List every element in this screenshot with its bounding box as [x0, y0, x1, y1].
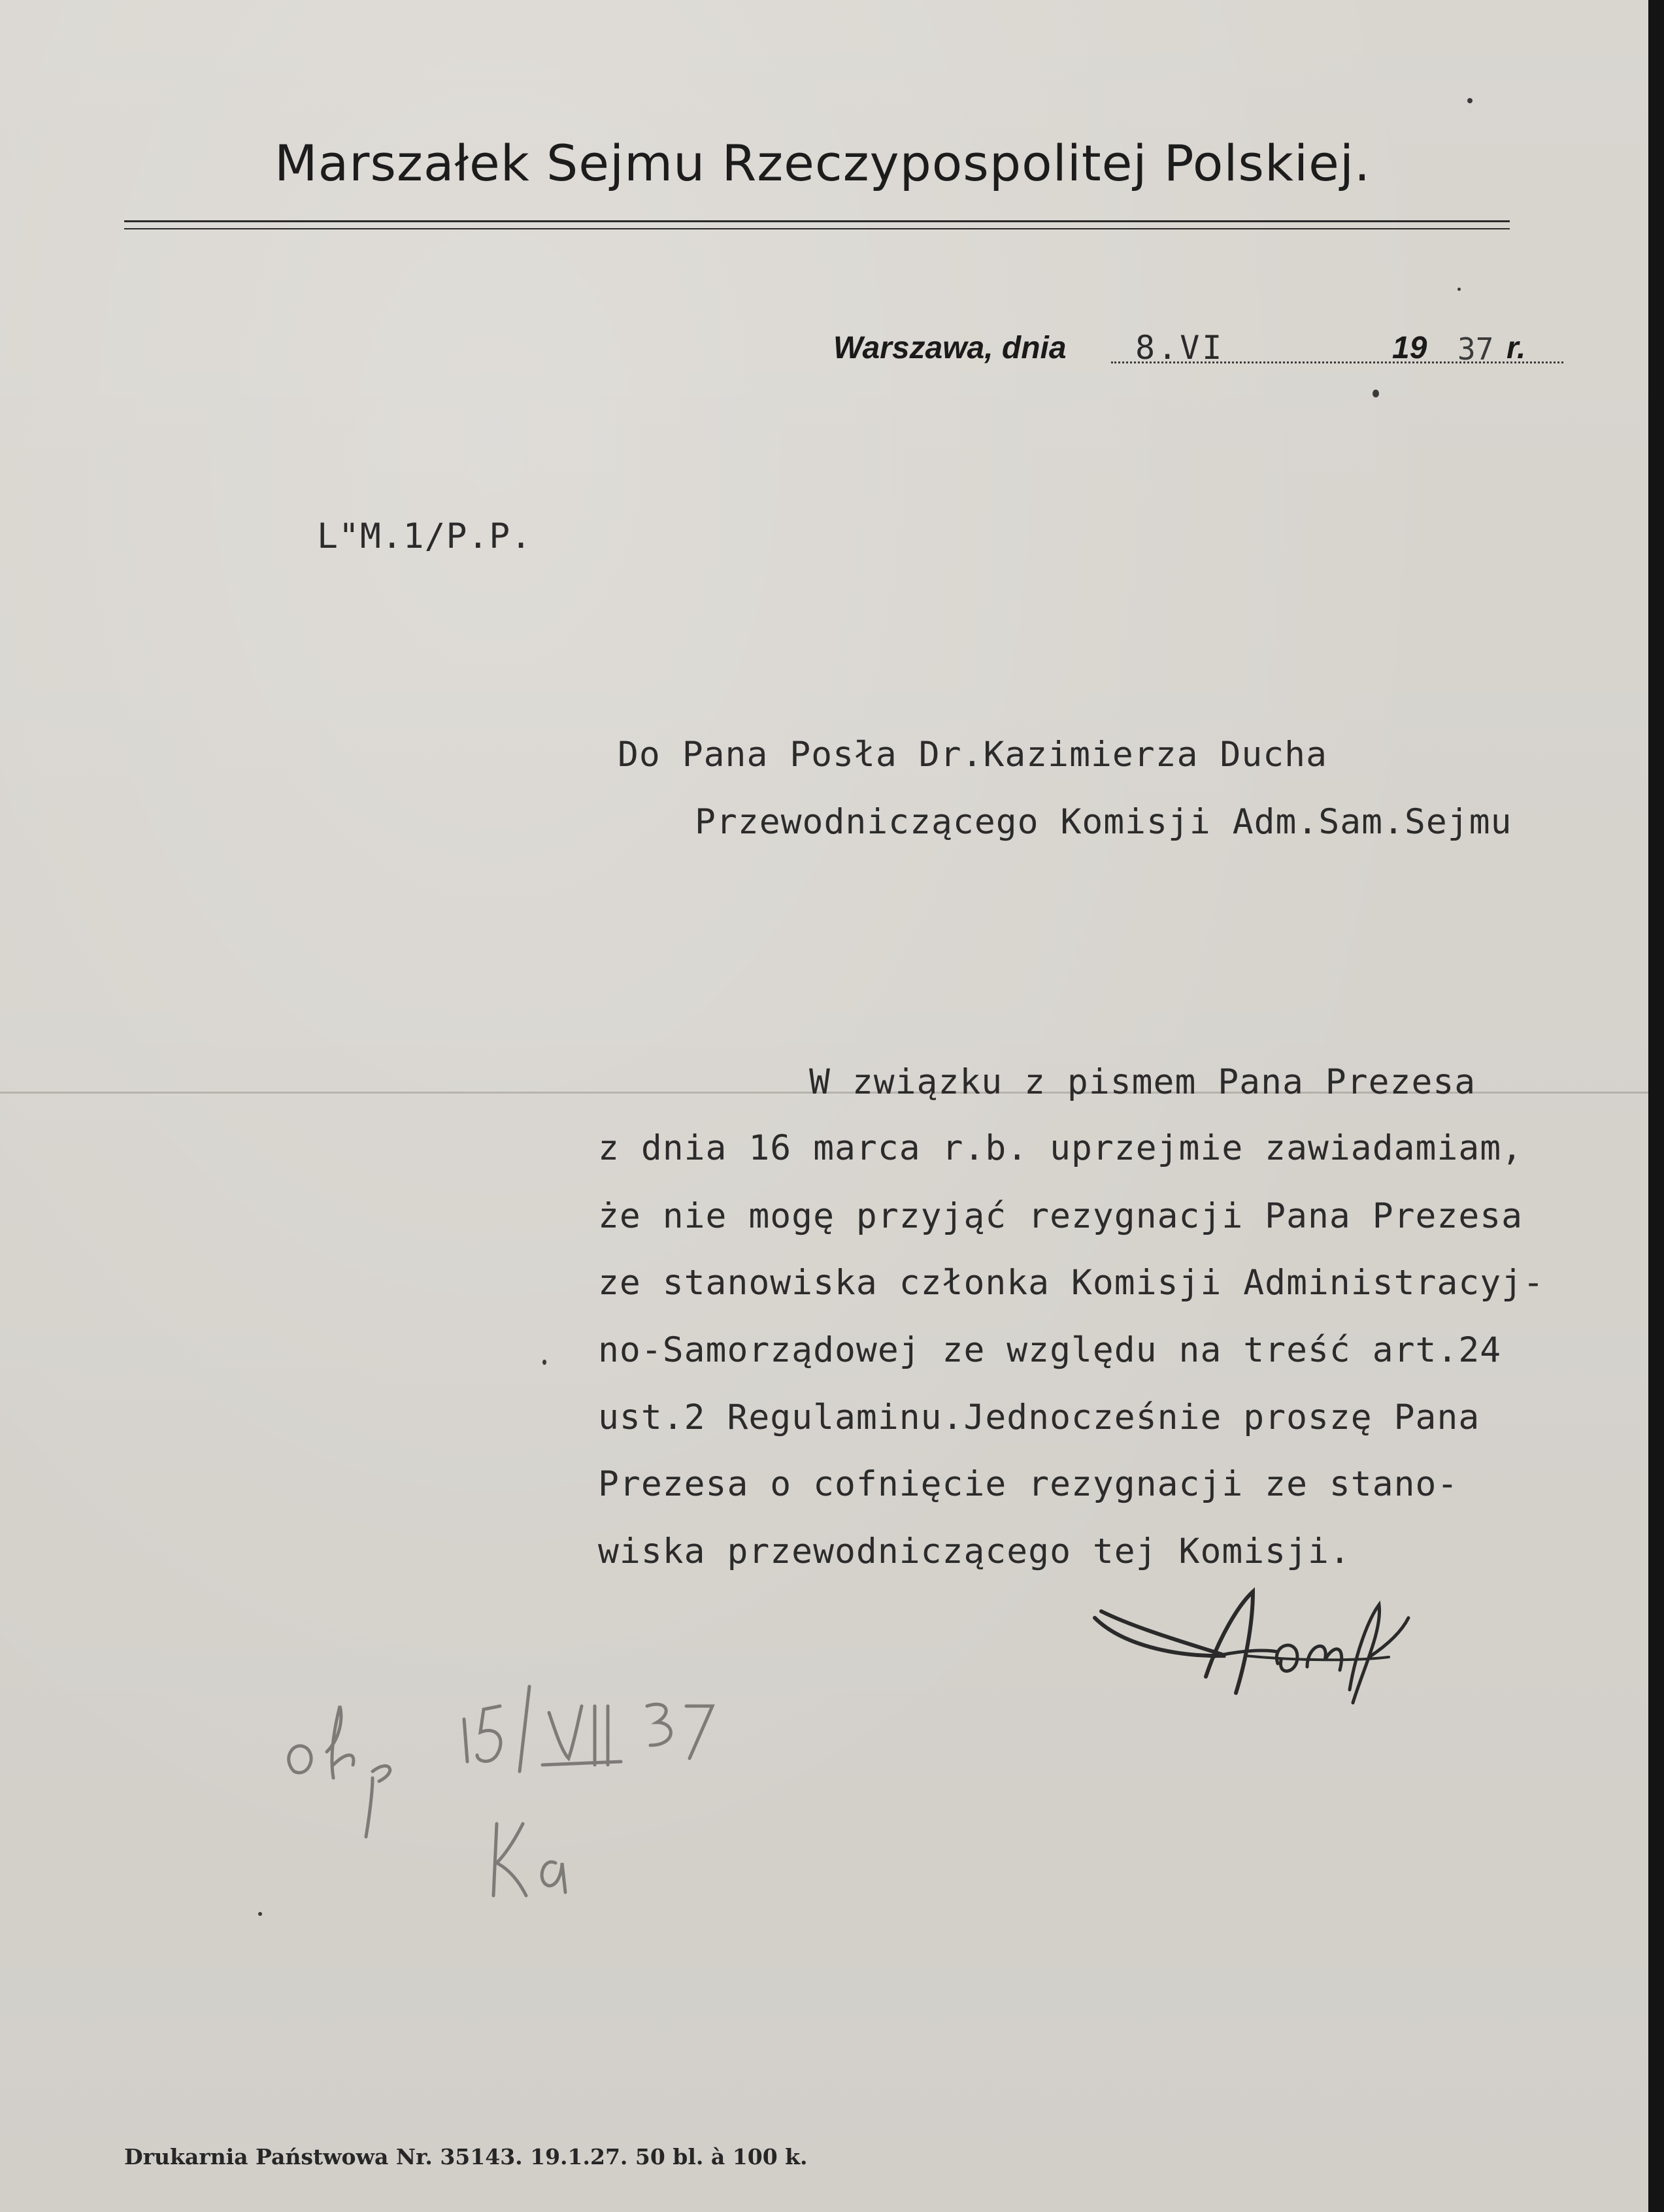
date-suffix: r.: [1506, 331, 1526, 365]
addressee-line-2: Przewodniczącego Komisji Adm.Sam.Sejmu: [695, 802, 1512, 842]
body-line: ze stanowiska członka Komisji Administracyj-: [598, 1263, 1544, 1303]
date-year-printed: 19: [1392, 331, 1427, 365]
body-line: z dnia 16 marca r.b. uprzejmie zawiadamiam,: [598, 1128, 1523, 1168]
date-year-typed: 37: [1457, 331, 1494, 367]
date-label: Warszawa, dnia: [833, 331, 1067, 365]
addressee-line-1: Do Pana Posła Dr.Kazimierza Ducha: [618, 735, 1327, 775]
printer-imprint: Drukarnia Państwowa Nr. 35143. 19.1.27. 50 bl. à 100 k.: [124, 2144, 808, 2170]
dateline: [833, 330, 1552, 376]
body-line: że nie mogę przyjąć rezygnacji Pana Prezesa: [598, 1196, 1523, 1236]
body-line: ust.2 Regulaminu.Jednocześnie proszę Pana: [598, 1398, 1480, 1437]
paper-speck: [1373, 390, 1379, 397]
body-line: W związku z pismem Pana Prezesa: [809, 1062, 1476, 1102]
body-line: Prezesa o cofnięcie rezygnacji ze stano-: [598, 1464, 1459, 1504]
handwritten-signature: [1082, 1579, 1474, 1722]
date-typed-value: 8.VI: [1135, 329, 1225, 367]
handwritten-pencil-note: [281, 1667, 752, 1994]
reference-number: L"M.1/P.P.: [317, 516, 533, 556]
letterhead-rule-thick: [124, 220, 1510, 222]
scan-border: [1648, 0, 1664, 2212]
body-line: no-Samorządowej ze względu na treść art.24: [598, 1330, 1502, 1370]
paper-speck: [542, 1360, 546, 1365]
paper-speck: [258, 1912, 262, 1916]
letterhead-rule-thin: [124, 228, 1510, 229]
letterhead-title: Marszałek Sejmu Rzeczypospolitej Polskiej.: [275, 134, 1371, 192]
body-line: wiska przewodniczącego tej Komisji.: [598, 1532, 1351, 1571]
paper-speck: [1457, 288, 1461, 291]
paper-speck: [1467, 98, 1473, 103]
